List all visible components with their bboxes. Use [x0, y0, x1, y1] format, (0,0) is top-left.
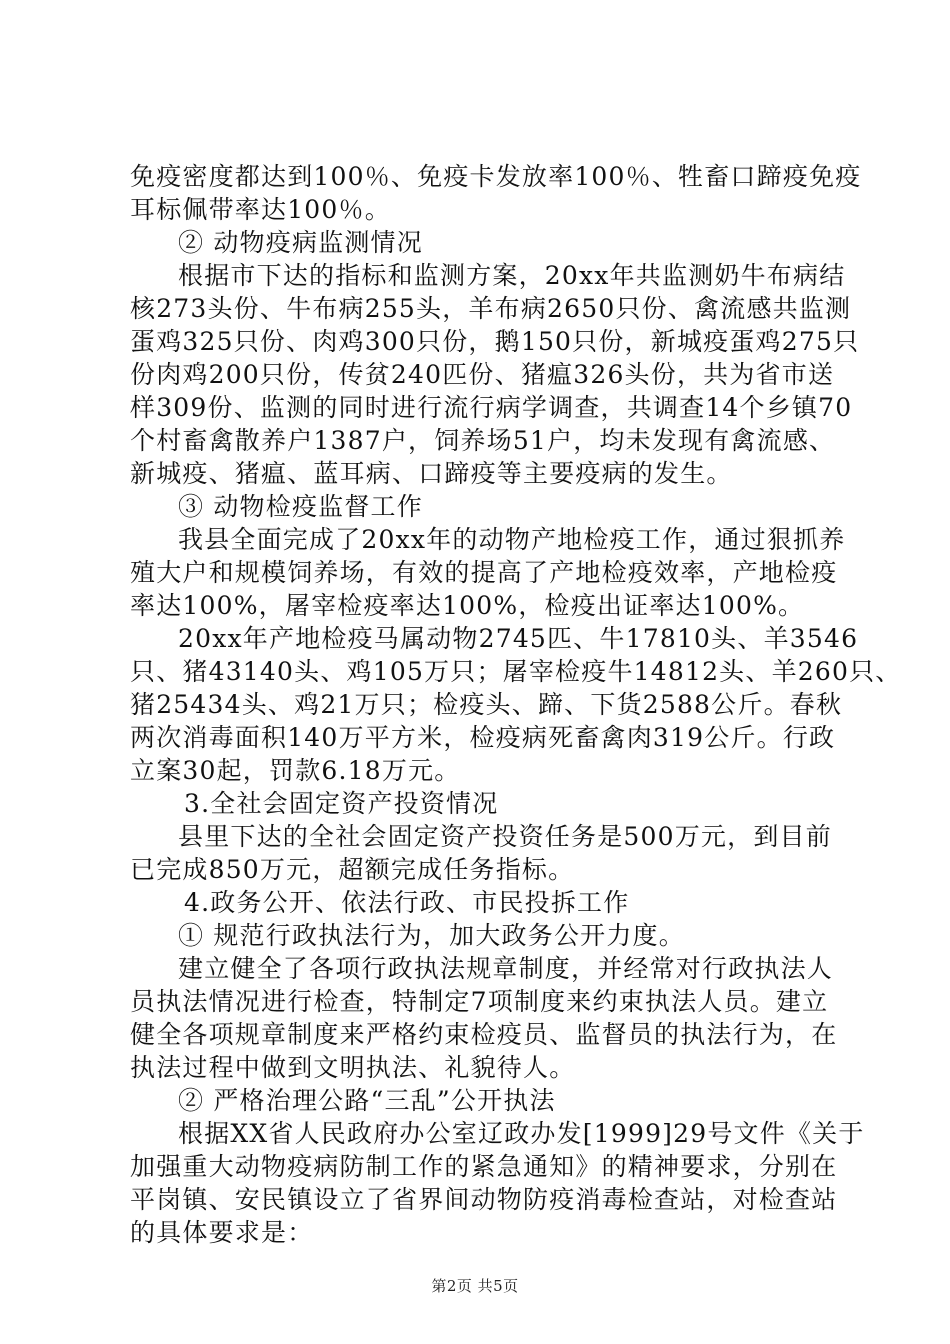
body-line-7: 份肉鸡200只份，传贫240匹份、猪瘟326头份，共为省市送 — [130, 360, 835, 389]
section-heading-1: ① 规范行政执法行为，加大政务公开力度。 — [178, 921, 685, 950]
body-line-8: 样309份、监测的同时进行流行病学调查，共调查14个乡镇70 — [130, 393, 853, 422]
body-line-33: 的具体要求是： — [130, 1218, 314, 1247]
body-line-18: 两次消毒面积140万平方米，检疫病死畜禽肉319公斤。行政 — [130, 723, 836, 752]
page-footer: 第2页 共5页 — [431, 1277, 519, 1295]
body-line-32: 平岗镇、安民镇设立了省界间动物防疫消毒检查站，对检查站 — [130, 1185, 838, 1214]
section-heading-public-affairs: 4.政务公开、依法行政、市民投拆工作 — [184, 888, 630, 917]
section-heading-2b: ② 严格治理公路“三乱”公开执法 — [178, 1086, 556, 1115]
body-line-5: 核273头份、牛布病255头，羊布病2650只份、禽流感共监测 — [130, 294, 852, 323]
section-heading-3: ③ 动物检疫监督工作 — [178, 492, 423, 521]
body-line-13: 殖大户和规模饲养场，有效的提高了产地检疫效率，产地检疫 — [130, 558, 838, 587]
body-line-16: 只、猪43140头、鸡105万只；屠宰检疫牛14812头、羊260只、 — [130, 657, 902, 686]
body-line-9: 个村畜禽散养户1387户，饲养场51户，均未发现有禽流感、 — [130, 426, 836, 455]
body-line-15: 20xx年产地检疫马属动物2745匹、牛17810头、羊3546 — [178, 624, 859, 653]
body-line-1: 免疫密度都达到100％、免疫卡发放率100％、牲畜口蹄疫免疫 — [130, 162, 862, 191]
body-line-19: 立案30起，罚款6.18万元。 — [130, 756, 461, 785]
body-line-4: 根据市下达的指标和监测方案，20xx年共监测奶牛布病结 — [178, 261, 846, 290]
body-line-28: 执法过程中做到文明执法、礼貌待人。 — [130, 1053, 576, 1082]
body-line-30: 根据XX省人民政府办公室辽政办发[1999]29号文件《关于 — [178, 1119, 865, 1148]
body-line-31: 加强重大动物疫病防制工作的紧急通知》的精神要求，分别在 — [130, 1152, 838, 1181]
body-line-6: 蛋鸡325只份、肉鸡300只份，鹅150只份，新城疫蛋鸡275只 — [130, 327, 860, 356]
body-line-2: 耳标佩带率达100％。 — [130, 195, 391, 224]
body-line-12: 我县全面完成了20xx年的动物产地检疫工作，通过狠抓养 — [178, 525, 846, 554]
body-line-21: 县里下达的全社会固定资产投资任务是500万元，到目前 — [178, 822, 832, 851]
section-heading-2: ② 动物疫病监测情况 — [178, 228, 423, 257]
body-line-17: 猪25434头、鸡21万只；检疫头、蹄、下货2588公斤。春秋 — [130, 690, 843, 719]
body-line-25: 建立健全了各项行政执法规章制度，并经常对行政执法人 — [178, 954, 834, 983]
body-line-26: 员执法情况进行检查，特制定7项制度来约束执法人员。建立 — [130, 987, 829, 1016]
body-line-10: 新城疫、猪瘟、蓝耳病、口蹄疫等主要疫病的发生。 — [130, 459, 733, 488]
body-line-27: 健全各项规章制度来严格约束检疫员、监督员的执法行为，在 — [130, 1020, 838, 1049]
section-heading-investment: 3.全社会固定资产投资情况 — [184, 789, 499, 818]
body-line-22: 已完成850万元，超额完成任务指标。 — [130, 855, 575, 884]
body-line-14: 率达100%，屠宰检疫率达100%，检疫出证率达100%。 — [130, 591, 805, 620]
